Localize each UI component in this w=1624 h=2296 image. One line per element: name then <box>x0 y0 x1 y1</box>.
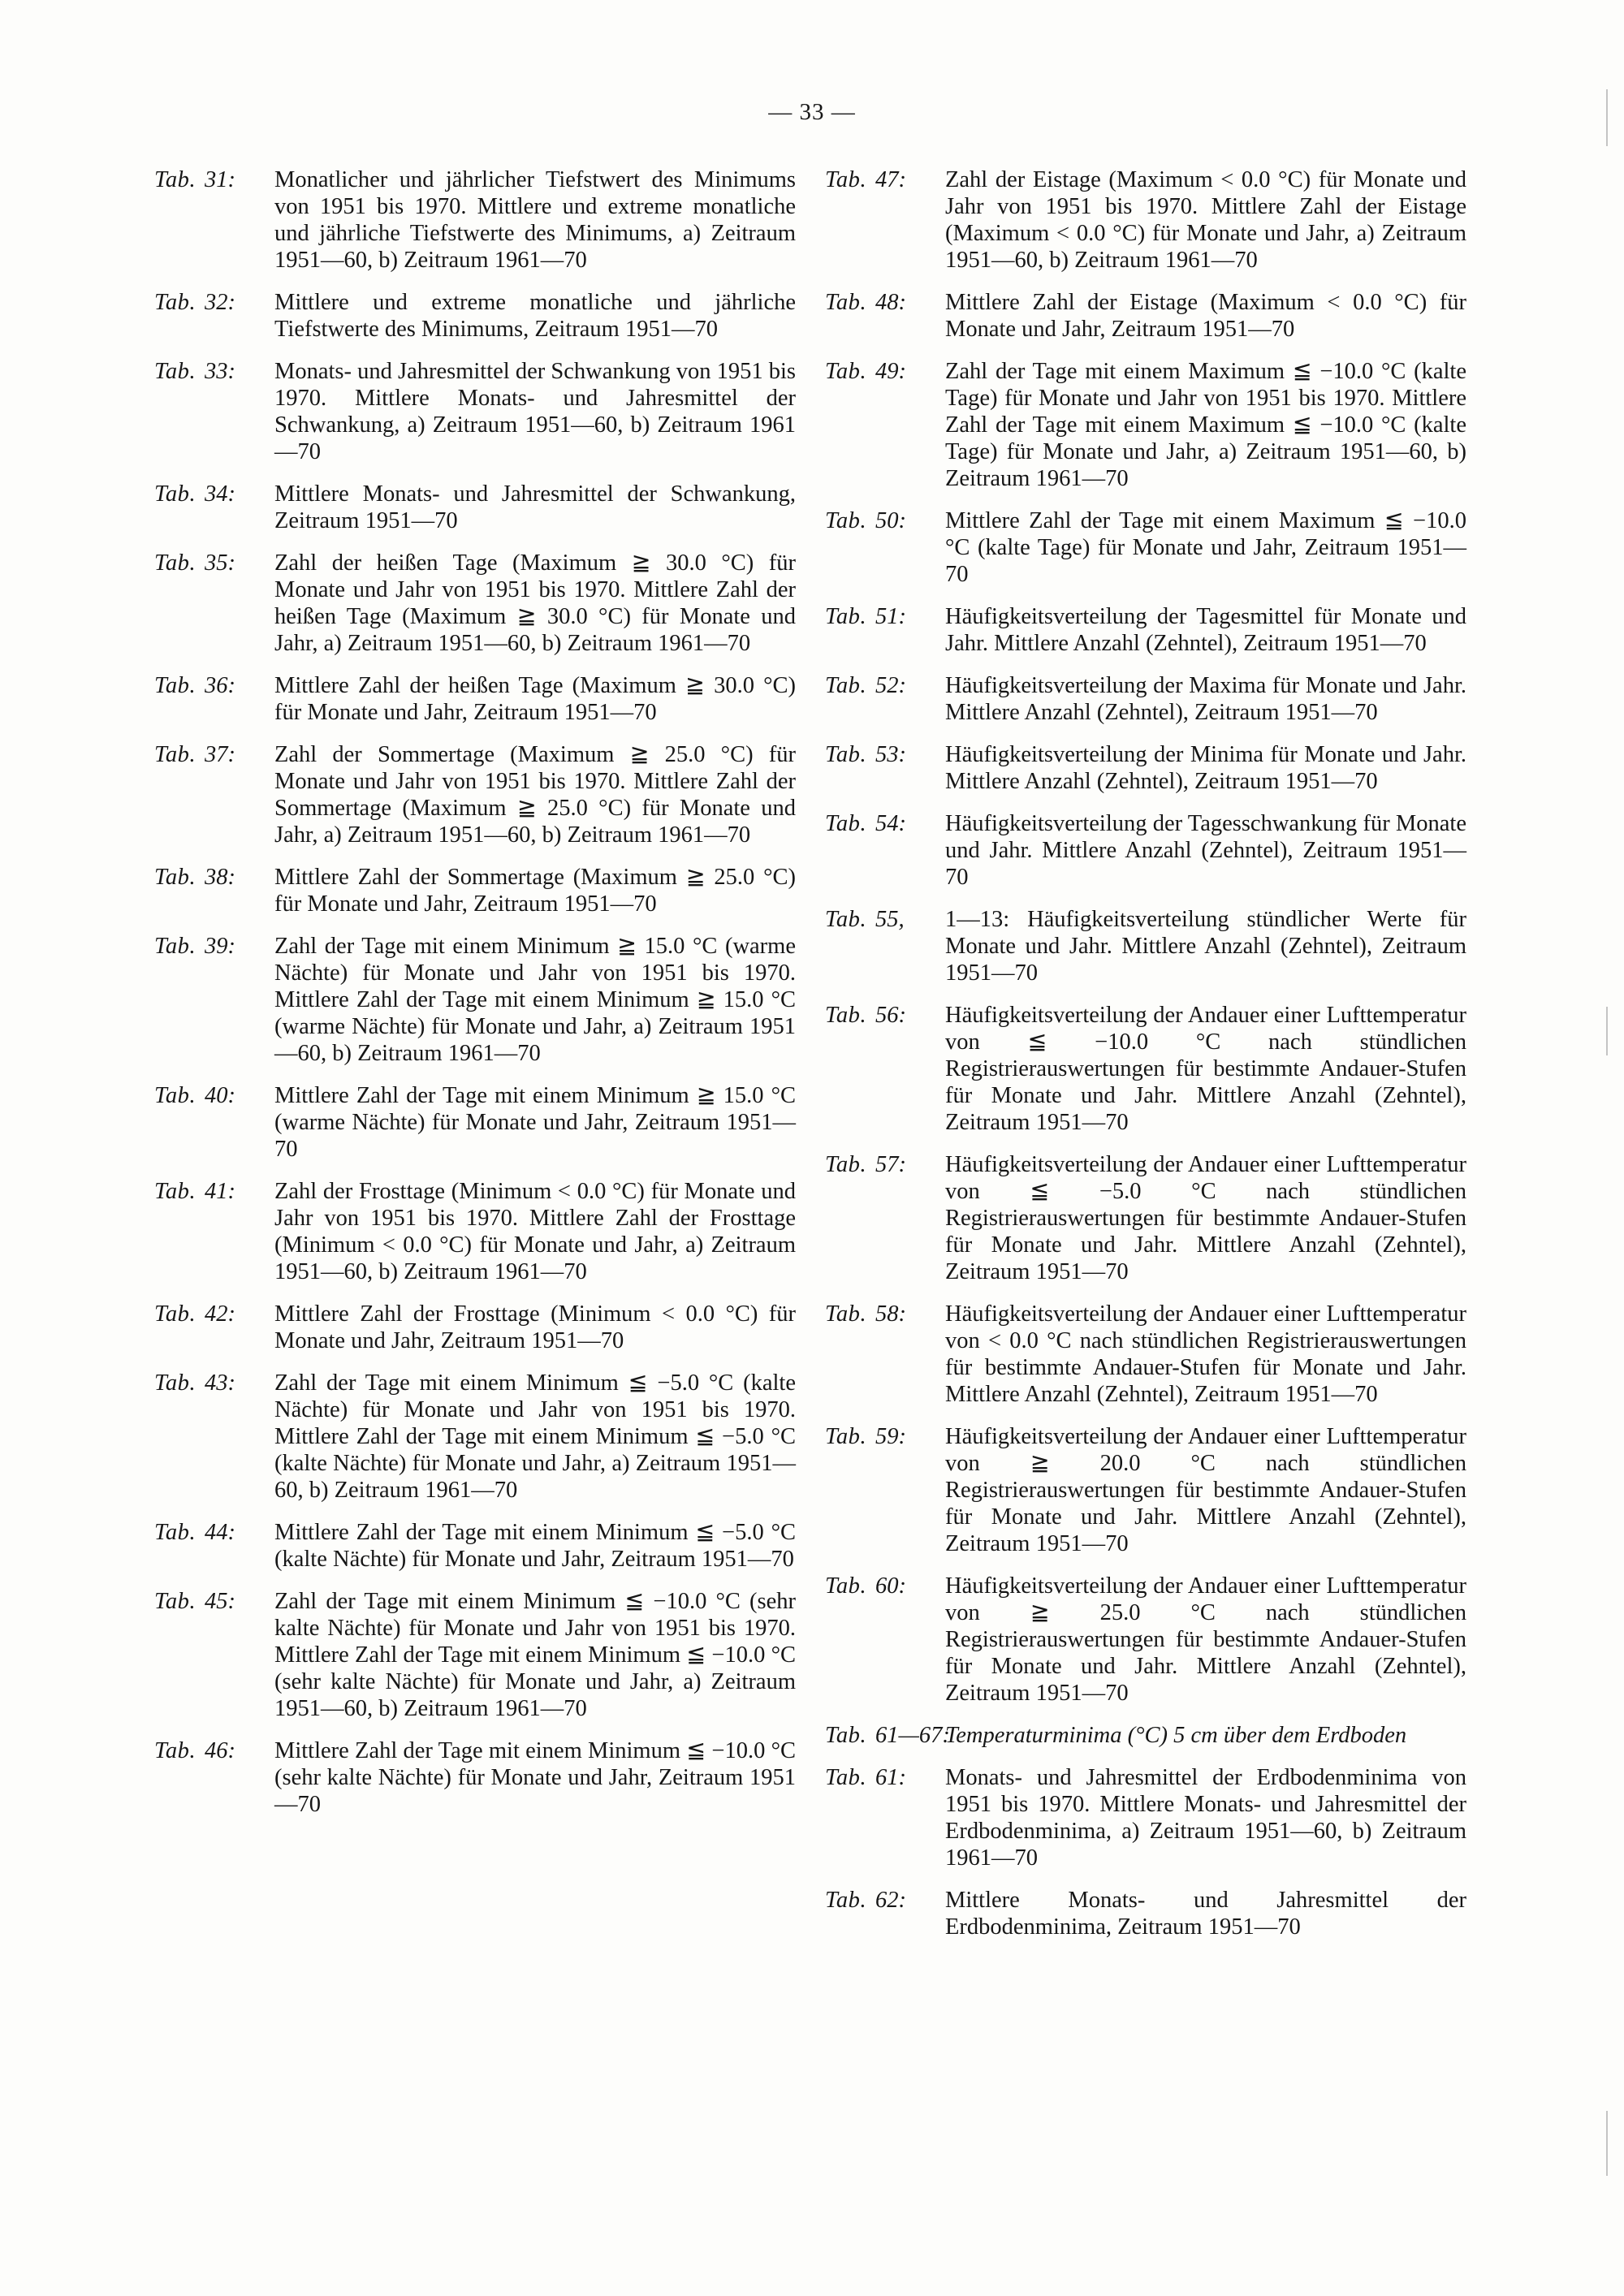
tab-number: 52: <box>875 673 906 698</box>
tab-number: 37: <box>205 742 235 767</box>
tab-description: Häufigkeitsverteilung der Maxima für Monate und Jahr. Mittlere Anzahl (Zehntel), Zeitraum 1951—70 <box>945 673 1466 725</box>
right-column <box>825 166 1466 1956</box>
table-entry <box>825 1151 1466 1285</box>
table-entry <box>825 1722 1466 1749</box>
tab-label: Tab. <box>825 290 867 315</box>
left-column <box>154 166 796 1833</box>
page-number: — 33 — <box>768 99 856 125</box>
table-entry <box>154 1301 796 1354</box>
table-entry <box>154 1519 796 1573</box>
table-entry <box>825 1573 1466 1707</box>
tab-description: Mittlere Zahl der Tage mit einem Minimum ≦ −10.0 °C (sehr kalte Nächte) für Monate und Jahr, Zeitraum 1951—70 <box>274 1738 796 1817</box>
tab-label: Tab. <box>154 167 197 192</box>
table-entry <box>825 358 1466 492</box>
table-entry <box>825 507 1466 588</box>
table-entry <box>825 1301 1466 1408</box>
tab-label: Tab. <box>825 673 867 698</box>
tab-label: Tab. <box>154 1589 197 1614</box>
tab-number: 51: <box>875 604 906 629</box>
tab-label: Tab. <box>825 1003 867 1028</box>
tab-label: Tab. <box>154 290 197 315</box>
tab-number: 35: <box>205 550 235 576</box>
tab-description: Mittlere Zahl der heißen Tage (Maximum ≧ 30.0 °C) für Monate und Jahr, Zeitraum 1951—70 <box>274 673 796 725</box>
tab-number: 49: <box>875 359 906 384</box>
tab-number: 42: <box>205 1301 235 1327</box>
tab-label: Tab. <box>825 811 867 836</box>
tab-label: Tab. <box>825 604 867 629</box>
table-entry <box>825 603 1466 657</box>
tab-label: Tab. <box>154 1520 197 1545</box>
table-entry <box>825 1002 1466 1136</box>
tab-description: Monats- und Jahresmittel der Erdbodenminima von 1951 bis 1970. Mittlere Monats- und Jahresmittel der Erdbodenminima, a) Zeitraum 1951—60, b) Zeitraum 1961—70 <box>945 1765 1466 1871</box>
table-entry <box>825 906 1466 986</box>
tab-label: Tab. <box>154 1370 197 1396</box>
tab-number: 60: <box>875 1573 906 1599</box>
tab-number: 41: <box>205 1179 235 1204</box>
tab-label: Tab. <box>154 673 197 698</box>
tab-description: Zahl der Tage mit einem Maximum ≦ −10.0 °C (kalte Tage) für Monate und Jahr von 1951 bis 1970. Mittlere Zahl der Tage mit einem Maximum ≦ −10.0 °C (kalte Tage) für Monate und Jahr, a) Zeitraum 1951—60, b) Zeitraum 1961—70 <box>945 359 1466 491</box>
table-entry <box>154 933 796 1067</box>
tab-description: Zahl der heißen Tage (Maximum ≧ 30.0 °C) für Monate und Jahr von 1951 bis 1970. Mittlere Zahl der heißen Tage (Maximum ≧ 30.0 °C) für Monate und Jahr, a) Zeitraum 1951—60, b) Zeitraum 1961—70 <box>274 550 796 656</box>
table-entry <box>825 1887 1466 1940</box>
tab-label: Tab. <box>825 508 867 533</box>
tab-number: 58: <box>875 1301 906 1327</box>
tab-number: 33: <box>205 359 235 384</box>
tab-label: Tab. <box>154 1301 197 1327</box>
tab-number: 54: <box>875 811 906 836</box>
tab-number: 40: <box>205 1083 235 1108</box>
tab-description: Monatlicher und jährlicher Tiefstwert des Minimums von 1951 bis 1970. Mittlere und extreme monatliche und jährliche Tiefstwerte des Minimums, a) Zeitraum 1951—60, b) Zeitraum 1961—70 <box>274 167 796 273</box>
tab-number: 32: <box>205 290 235 315</box>
table-entry <box>154 1370 796 1504</box>
tab-description: Mittlere Zahl der Tage mit einem Minimum ≧ 15.0 °C (warme Nächte) für Monate und Jahr, Zeitraum 1951—70 <box>274 1083 796 1162</box>
tab-label: Tab. <box>825 1152 867 1177</box>
tab-description: Zahl der Tage mit einem Minimum ≧ 15.0 °C (warme Nächte) für Monate und Jahr von 1951 bis 1970. Mittlere Zahl der Tage mit einem Minimum ≧ 15.0 °C (warme Nächte) für Monate und Jahr, a) Zeitraum 1951—60, b) Zeitraum 1961—70 <box>274 934 796 1066</box>
tab-number: 45: <box>205 1589 235 1614</box>
tab-description: Mittlere Zahl der Tage mit einem Minimum ≦ −5.0 °C (kalte Nächte) für Monate und Jahr, Zeitraum 1951—70 <box>274 1520 796 1572</box>
tab-label: Tab. <box>825 1424 867 1449</box>
tab-label: Tab. <box>154 865 197 890</box>
table-entry <box>154 1737 796 1818</box>
tab-number: 53: <box>875 742 906 767</box>
tab-label: Tab. <box>825 1765 867 1790</box>
table-entry <box>154 741 796 848</box>
tab-label: Tab. <box>825 1301 867 1327</box>
table-entry <box>154 1178 796 1285</box>
tab-number: 39: <box>205 934 235 959</box>
tab-number: 44: <box>205 1520 235 1545</box>
tab-label: Tab. <box>154 1179 197 1204</box>
tab-number: 62: <box>875 1888 906 1913</box>
tab-label: Tab. <box>154 934 197 959</box>
table-entry <box>154 358 796 465</box>
tab-label: Tab. <box>154 550 197 576</box>
tab-description: Häufigkeitsverteilung der Andauer einer Lufttemperatur von ≦ −5.0 °C nach stündlichen Registrierauswertungen für bestimmte Andauer-Stufen für Monate und Jahr. Mittlere Anzahl (Zehntel), Zeitraum 1951—70 <box>945 1152 1466 1284</box>
tab-description: Zahl der Tage mit einem Minimum ≦ −10.0 °C (sehr kalte Nächte) für Monate und Jahr von 1951 bis 1970. Mittlere Zahl der Tage mit einem Minimum ≦ −10.0 °C (sehr kalte Nächte) für Monate und Jahr, a) Zeitraum 1951—60, b) Zeitraum 1961—70 <box>274 1589 796 1721</box>
table-entry <box>825 810 1466 891</box>
table-entry <box>154 864 796 917</box>
tab-description: Mittlere Zahl der Eistage (Maximum < 0.0 °C) für Monate und Jahr, Zeitraum 1951—70 <box>945 290 1466 342</box>
tab-label: Tab. <box>154 359 197 384</box>
table-entry <box>154 550 796 657</box>
table-entry <box>154 481 796 534</box>
tab-number: 59: <box>875 1424 906 1449</box>
tab-label: Tab. <box>154 1083 197 1108</box>
tab-label: Tab. <box>154 742 197 767</box>
table-entry <box>154 166 796 274</box>
table-entry <box>825 1423 1466 1557</box>
tab-description: Mittlere Monats- und Jahresmittel der Erdbodenminima, Zeitraum 1951—70 <box>945 1888 1466 1940</box>
tab-label: Tab. <box>825 167 867 192</box>
tab-number: 55, <box>875 907 905 932</box>
tab-label: Tab. <box>825 359 867 384</box>
tab-label: Tab. <box>825 1888 867 1913</box>
tab-description: Temperaturminima (°C) 5 cm über dem Erdboden <box>945 1723 1407 1748</box>
tab-description: Häufigkeitsverteilung der Andauer einer Lufttemperatur von ≧ 25.0 °C nach stündlichen Registrierauswertungen für bestimmte Andauer-Stufen für Monate und Jahr. Mittlere Anzahl (Zehntel), Zeitraum 1951—70 <box>945 1573 1466 1706</box>
table-entry <box>825 1764 1466 1871</box>
tab-description: Zahl der Eistage (Maximum < 0.0 °C) für Monate und Jahr von 1951 bis 1970. Mittlere Zahl der Eistage (Maximum < 0.0 °C) für Monate und Jahr, a) Zeitraum 1951—60, b) Zeitraum 1961—70 <box>945 167 1466 273</box>
tab-description: Häufigkeitsverteilung der Minima für Monate und Jahr. Mittlere Anzahl (Zehntel), Zeitraum 1951—70 <box>945 742 1466 794</box>
tab-description: Häufigkeitsverteilung der Andauer einer Lufttemperatur von ≧ 20.0 °C nach stündlichen Registrierauswertungen für bestimmte Andauer-Stufen für Monate und Jahr. Mittlere Anzahl (Zehntel), Zeitraum 1951—70 <box>945 1424 1466 1556</box>
scan-artifact <box>1606 1007 1608 1055</box>
tab-number: 31: <box>205 167 235 192</box>
tab-description: Häufigkeitsverteilung der Andauer einer Lufttemperatur von < 0.0 °C nach stündlichen Registrierauswertungen für bestimmte Andauer-Stufen für Monate und Jahr. Mittlere Anzahl (Zehntel), Zeitraum 1951—70 <box>945 1301 1466 1407</box>
tab-description: Zahl der Frosttage (Minimum < 0.0 °C) für Monate und Jahr von 1951 bis 1970. Mittlere Zahl der Frosttage (Minimum < 0.0 °C) für Monate und Jahr, a) Zeitraum 1951—60, b) Zeitraum 1961—70 <box>274 1179 796 1284</box>
tab-number: 48: <box>875 290 906 315</box>
tab-description: Mittlere Zahl der Tage mit einem Maximum ≦ −10.0 °C (kalte Tage) für Monate und Jahr, Zeitraum 1951—70 <box>945 508 1466 587</box>
table-entry <box>825 166 1466 274</box>
table-entry <box>825 741 1466 795</box>
tab-label: Tab. <box>154 1738 197 1763</box>
tab-description: Zahl der Tage mit einem Minimum ≦ −5.0 °C (kalte Nächte) für Monate und Jahr von 1951 bis 1970. Mittlere Zahl der Tage mit einem Minimum ≦ −5.0 °C (kalte Nächte) für Monate und Jahr, a) Zeitraum 1951—60, b) Zeitraum 1961—70 <box>274 1370 796 1503</box>
tab-label: Tab. <box>825 1723 867 1748</box>
tab-number: 61—67: <box>875 1723 950 1748</box>
tab-number: 57: <box>875 1152 906 1177</box>
tab-number: 47: <box>875 167 906 192</box>
tab-description: Mittlere Monats- und Jahresmittel der Schwankung, Zeitraum 1951—70 <box>274 481 796 533</box>
scan-artifact <box>1606 2111 1608 2176</box>
tab-description: Monats- und Jahresmittel der Schwankung von 1951 bis 1970. Mittlere Monats- und Jahresmittel der Schwankung, a) Zeitraum 1951—60, b) Zeitraum 1961—70 <box>274 359 796 464</box>
table-entry <box>154 672 796 726</box>
tab-label: Tab. <box>825 1573 867 1599</box>
table-entry <box>825 672 1466 726</box>
tab-number: 34: <box>205 481 235 507</box>
tab-number: 50: <box>875 508 906 533</box>
tab-description: Häufigkeitsverteilung der Tagesmittel für Monate und Jahr. Mittlere Anzahl (Zehntel), Zeitraum 1951—70 <box>945 604 1466 656</box>
tab-label: Tab. <box>154 481 197 507</box>
table-entry <box>154 1082 796 1163</box>
tab-number: 61: <box>875 1765 906 1790</box>
tab-label: Tab. <box>825 907 867 932</box>
tab-label: Tab. <box>825 742 867 767</box>
table-entry <box>825 289 1466 343</box>
tab-description: Mittlere und extreme monatliche und jährliche Tiefstwerte des Minimums, Zeitraum 1951—70 <box>274 290 796 342</box>
tab-description: Mittlere Zahl der Frosttage (Minimum < 0.0 °C) für Monate und Jahr, Zeitraum 1951—70 <box>274 1301 796 1353</box>
tab-number: 46: <box>205 1738 235 1763</box>
table-entry <box>154 289 796 343</box>
tab-description: Häufigkeitsverteilung der Tagesschwankung für Monate und Jahr. Mittlere Anzahl (Zehntel), Zeitraum 1951—70 <box>945 811 1466 890</box>
scan-artifact <box>1606 89 1608 146</box>
tab-number: 56: <box>875 1003 906 1028</box>
tab-description: Zahl der Sommertage (Maximum ≧ 25.0 °C) für Monate und Jahr von 1951 bis 1970. Mittlere Zahl der Sommertage (Maximum ≧ 25.0 °C) für Monate und Jahr, a) Zeitraum 1951—60, b) Zeitraum 1961—70 <box>274 742 796 848</box>
tab-number: 38: <box>205 865 235 890</box>
tab-description: Mittlere Zahl der Sommertage (Maximum ≧ 25.0 °C) für Monate und Jahr, Zeitraum 1951—70 <box>274 865 796 917</box>
tab-number: 43: <box>205 1370 235 1396</box>
tab-number: 36: <box>205 673 235 698</box>
tab-description: 1—13: Häufigkeitsverteilung stündlicher Werte für Monate und Jahr. Mittlere Anzahl (Zehntel), Zeitraum 1951—70 <box>945 907 1466 986</box>
tab-description: Häufigkeitsverteilung der Andauer einer Lufttemperatur von ≦ −10.0 °C nach stündlichen Registrierauswertungen für bestimmte Andauer-Stufen für Monate und Jahr. Mittlere Anzahl (Zehntel), Zeitraum 1951—70 <box>945 1003 1466 1135</box>
table-entry <box>154 1588 796 1722</box>
